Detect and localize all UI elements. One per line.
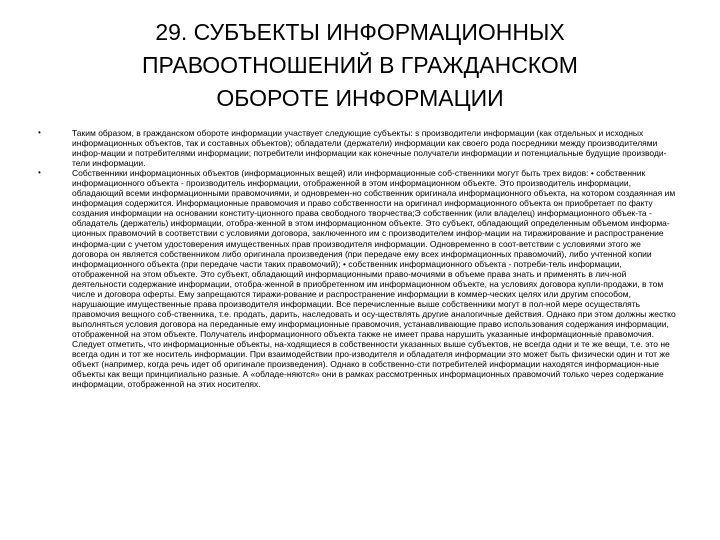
bullet-marker: •: [38, 128, 41, 137]
bullet-item-participants: [38, 128, 678, 168]
slide-title: [60, 16, 660, 115]
title-line-3: ОБОРОТЕ ИНФОРМАЦИИ: [216, 85, 504, 111]
bullet-marker: •: [38, 168, 41, 178]
bullet-text: Собственники информационных объектов (информационных вещей) или информационные соб-ственники могут быть трех видов: • собственник информационного объекта - производитель информации, отображенной в этом информационном объекте. Это производитель информации, обладающий всеми информационными правомочиями, и одновремен-но собственник оригинала информационного объекта, на котором создаянная им информация содержится. Информационные правомочия и право собственности на оригинал информационного объекта он приобретает по факту создания информации на основании конститу-ционного права свободного творчества;Э собственник (или владелец) информационного объек-та - обладатель (держатель) информации, отобра-женной в этом информационном объекте. Это субъект, обладающий определенным объемом информа-ционных правомочий в соответствии с условиями договора, заключенного им с производителем инфор-мации на тиражирование и распространение информа-ции с учетом удостоверения имущественных прав производителя информации. Одновременно в соот-ветствии с условиями этого же договора он является собственником либо оригинала произведения (при передаче ему всех информационных правомочий), либо учтенной копии информационного объекта (при передаче части таких правомочий); • собственник информационного объекта - потреби-тель информации, отображенной на этом объекте. Это субъект, обладающий информационными право-мочиями в объеме права знать и применять в лич-ной деятельности содержание информации, отобра-женной в приобретенном им информационном объекте, на условиях договора купли-продажи, в том числе и договора оферты. Ему запрещаются тиражи-рование и распространение информации в коммер-ческих целях или другим способом, нарушающие имущественные права производителя информации. Все перечисленные выше собственники могут в пол-ной мере осуществлять правомочия вещного соб-ственника, т.е. продать, дарить, наследовать и осу-ществлять другие аналогичные действия. Однако при этом должны жестко выполняться условия договора на переданные ему информационные правомочия, устанавливающие право использования содержания информации, отображенной на этом объекте. Получатель информационного объекта также не имеет права нарушить указанные информационные правомочия. Следует отметить, что информационные объекты, на-ходящиеся в собственности указанных выше субъектов, не всегда одни и те же вещи, т.е. это не всегда один и тот же носитель информации. При взаимодействии про-изводителя и обладателя информации это может быть физически один и тот же объект (например, когда речь идет об оригинале произведения). Однако в собственно-сти потребителей информации находятся информацион-ные объекты как вещи принципиально разные. А «обладе-няются» они в рамках рассмотренных информационных правомочий только через содержание информации, отображенной на этих носителях.: [72, 168, 676, 390]
bullet-list: [38, 128, 678, 389]
bullet-item-owners: [38, 168, 678, 389]
title-line-2: ПРАВООТНОШЕНИЙ В ГРАЖДАНСКОМ: [142, 52, 578, 78]
bullet-text: Таким образом, в гражданском обороте информации участвует следующие субъекты: s производители информации (как отдельных и исходных информационных объектов, так и составных объектов); обладатели (держатели) информации как своего рода посредники между производителями инфор-мации и потребителями информации; потребители информации как конечные получатели информации и потенциальные будущие производи-тели информации.: [72, 128, 667, 169]
title-line-1: 29. СУБЪЕКТЫ ИНФОРМАЦИОННЫХ: [155, 19, 565, 45]
